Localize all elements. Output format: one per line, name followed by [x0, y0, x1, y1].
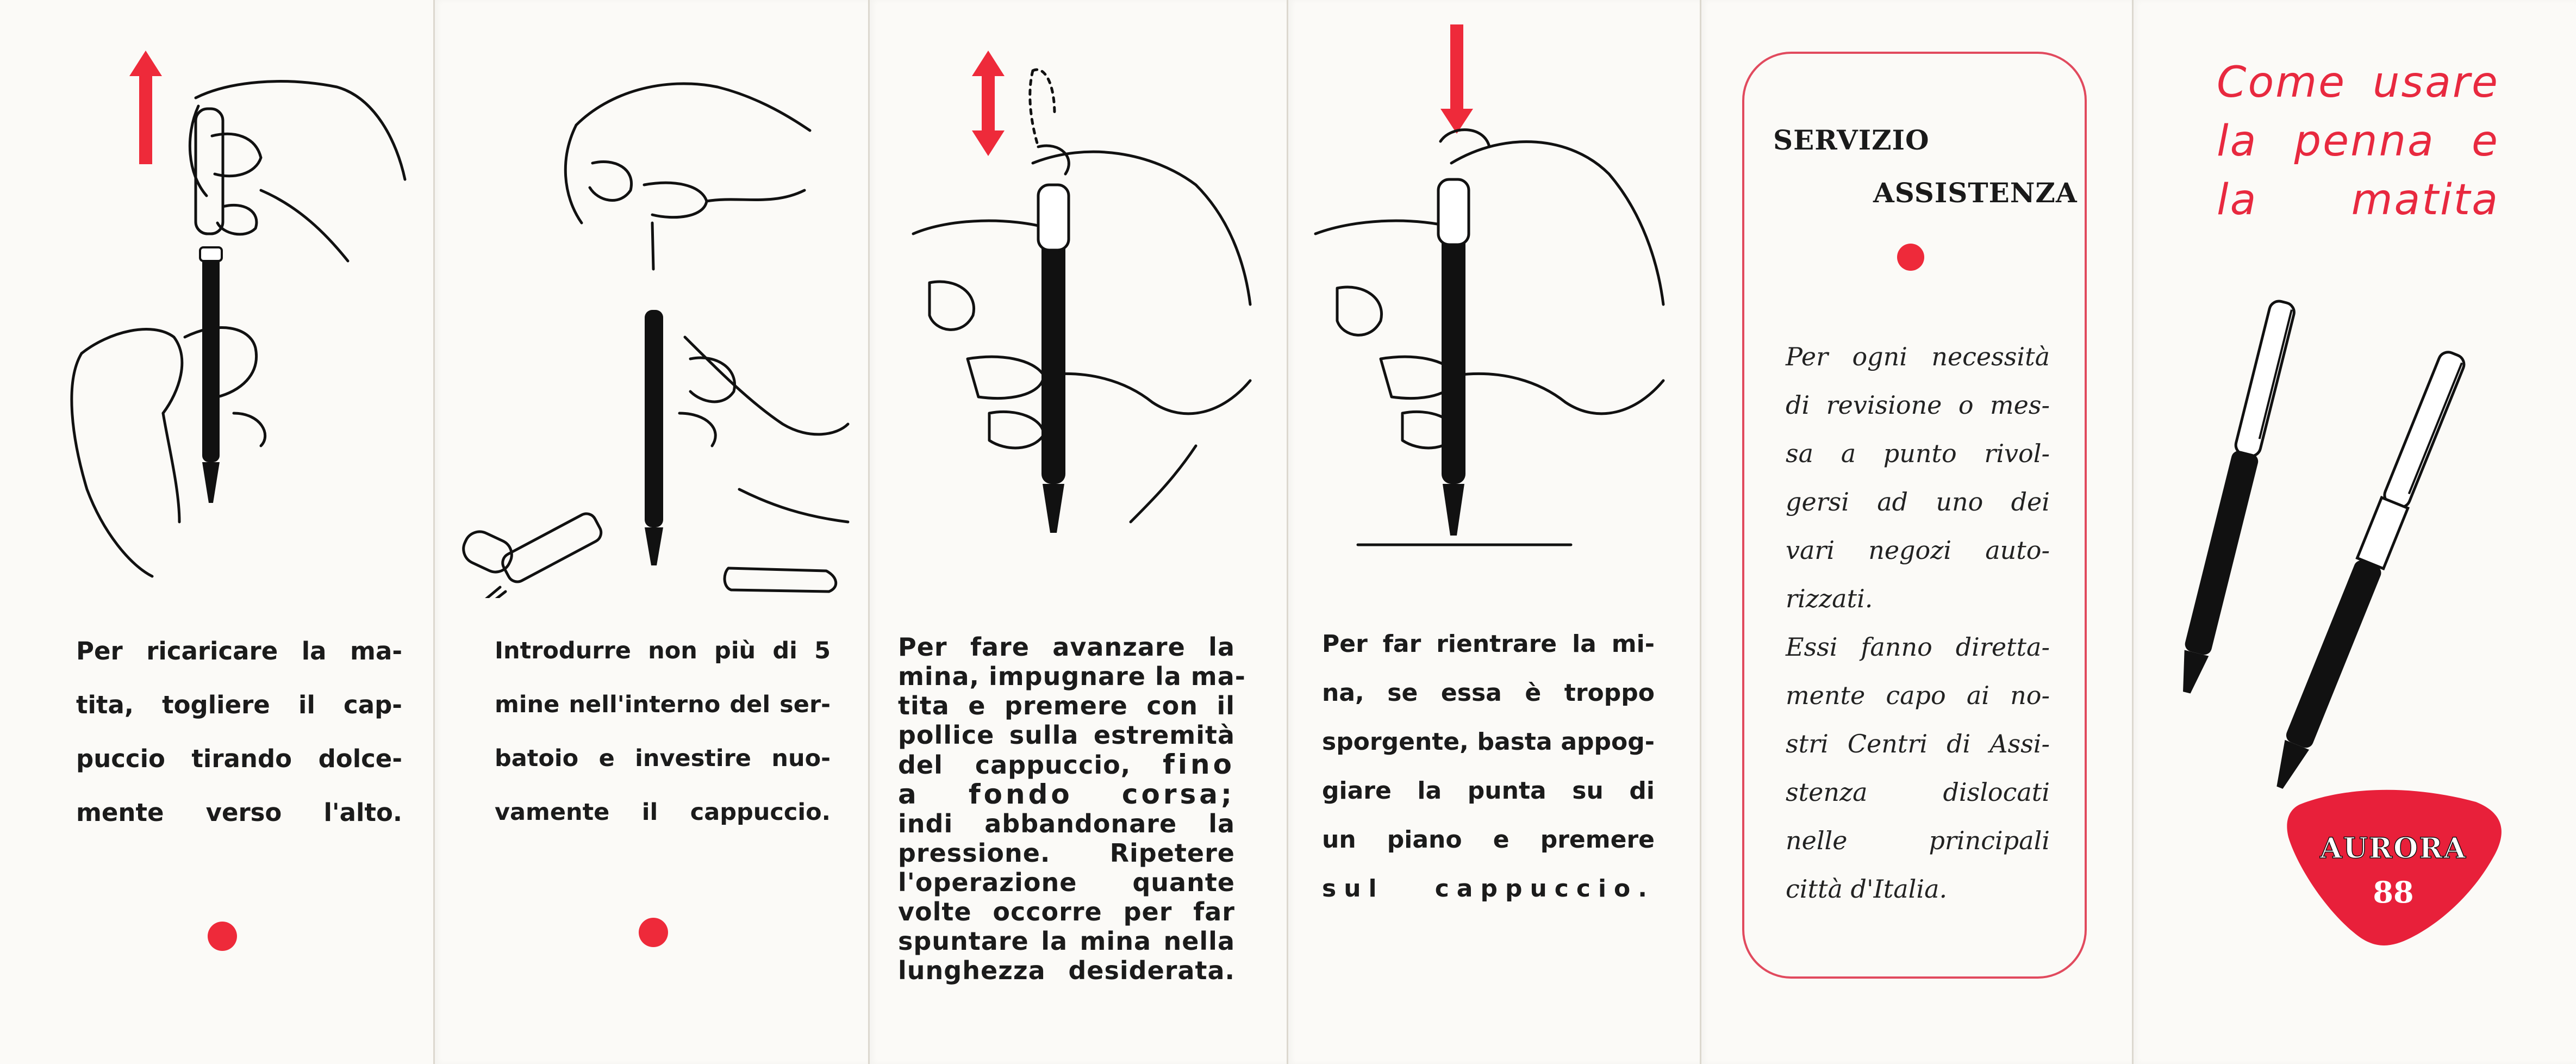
caption-line: un piano e premere — [1322, 826, 1655, 854]
cover-title-line: la matita — [2217, 176, 2499, 225]
service-text-line: stri Centri di Assi- — [1786, 729, 2050, 758]
service-text-line: vari negozi auto- — [1786, 536, 2050, 565]
service-text-line: Per ogni necessità — [1786, 342, 2050, 371]
caption-line: giare la punta su di — [1322, 777, 1655, 805]
caption-line: tita e premere con il — [898, 691, 1235, 720]
caption-segment: del cappuccio, — [898, 750, 1131, 780]
logo-brand-text: AURORA — [2320, 832, 2467, 865]
caption-line: mina, impugnare la ma- — [898, 662, 1246, 691]
panel-2 — [435, 0, 870, 1064]
cover-title-line: la penna e — [2217, 117, 2499, 166]
service-text-line: città d'Italia. — [1786, 874, 1948, 904]
service-text-line: stenza dislocati — [1786, 777, 2050, 807]
caption-line: Per fare avanzare la — [898, 632, 1235, 662]
service-title-line-2: ASSISTENZA — [1873, 177, 2078, 209]
caption-line: tita, togliere il cap- — [76, 690, 402, 719]
arrow-up-icon — [129, 51, 162, 164]
arrow-down-icon — [1440, 24, 1473, 134]
arrow-up-down-icon — [972, 51, 1005, 156]
caption-line: mente verso l'alto. — [76, 798, 402, 827]
panel-1-caption — [76, 624, 402, 839]
caption-line: spuntare la mina nella — [898, 926, 1235, 956]
panel-4 — [1288, 0, 1701, 1064]
panel-1 — [0, 0, 435, 1064]
caption-emphasis: a fondo corsa; — [898, 779, 1235, 810]
service-text-line: mente capo ai no- — [1786, 681, 2050, 710]
pencil-body — [645, 310, 663, 565]
pencil-body — [1038, 185, 1069, 533]
caption-line: sul cappuccio. — [1322, 875, 1655, 903]
cover-title — [2217, 53, 2499, 229]
pencil-illustration — [2267, 349, 2468, 793]
caption-line: pressione. Ripetere — [898, 838, 1235, 868]
service-text — [1786, 333, 2050, 913]
bullet-dot-icon — [639, 918, 668, 947]
panel-2-caption — [495, 624, 831, 839]
panel-4-caption — [1322, 620, 1655, 913]
caption-line: pollice sulla estremità — [898, 720, 1235, 750]
pen-illustration — [2174, 299, 2298, 696]
cover-title-line: Come usare — [2217, 58, 2499, 107]
hand-removing-cap-illustration — [0, 0, 435, 598]
caption-line: sporgente, basta appog- — [1322, 728, 1655, 756]
caption-line: na, se essa è troppo — [1322, 679, 1655, 707]
pencil-body — [200, 247, 222, 503]
bullet-dot-icon — [1897, 244, 1924, 271]
panel-3-caption — [898, 632, 1246, 985]
caption-line: vamente il cappuccio. — [495, 799, 831, 826]
caption-line: lunghezza desiderata. — [898, 956, 1235, 985]
panel-3 — [870, 0, 1288, 1064]
caption-line: Per ricaricare la ma- — [76, 637, 402, 665]
service-text-line: sa a punto rivol- — [1786, 439, 2050, 468]
caption-line: l'operazione quante — [898, 868, 1235, 897]
caption-line: batoio e investire nuo- — [495, 745, 831, 772]
aurora-logo — [2287, 790, 2502, 945]
bullet-dot-icon — [208, 922, 237, 951]
service-text-line: gersi ad uno dei — [1786, 487, 2050, 517]
retracting-lead-illustration — [1288, 0, 1701, 598]
logo-model-text: 88 — [2373, 875, 2414, 910]
service-text-line: Essi fanno diretta- — [1786, 632, 2050, 662]
pencil-body — [1438, 179, 1469, 536]
caption-line: mine nell'interno del ser- — [495, 691, 831, 718]
caption-line: Per far rientrare la mi- — [1322, 630, 1655, 658]
service-text-line: di revisione o mes- — [1786, 390, 2050, 420]
caption-line: Introdurre non più di 5 — [495, 637, 831, 664]
caption-line — [898, 750, 1235, 780]
caption-line: indi abbandonare la — [898, 809, 1235, 838]
advancing-lead-illustration — [870, 0, 1288, 598]
service-text-line: nelle principali — [1786, 826, 2050, 855]
service-text-line: rizzati. — [1786, 584, 1873, 613]
inserting-leads-illustration — [435, 0, 870, 598]
caption-line: puccio tirando dolce- — [76, 744, 402, 773]
caption-emphasis: fino — [1163, 749, 1235, 780]
caption-line: volte occorre per far — [898, 897, 1235, 926]
service-title-line-1: SERVIZIO — [1773, 124, 1930, 156]
